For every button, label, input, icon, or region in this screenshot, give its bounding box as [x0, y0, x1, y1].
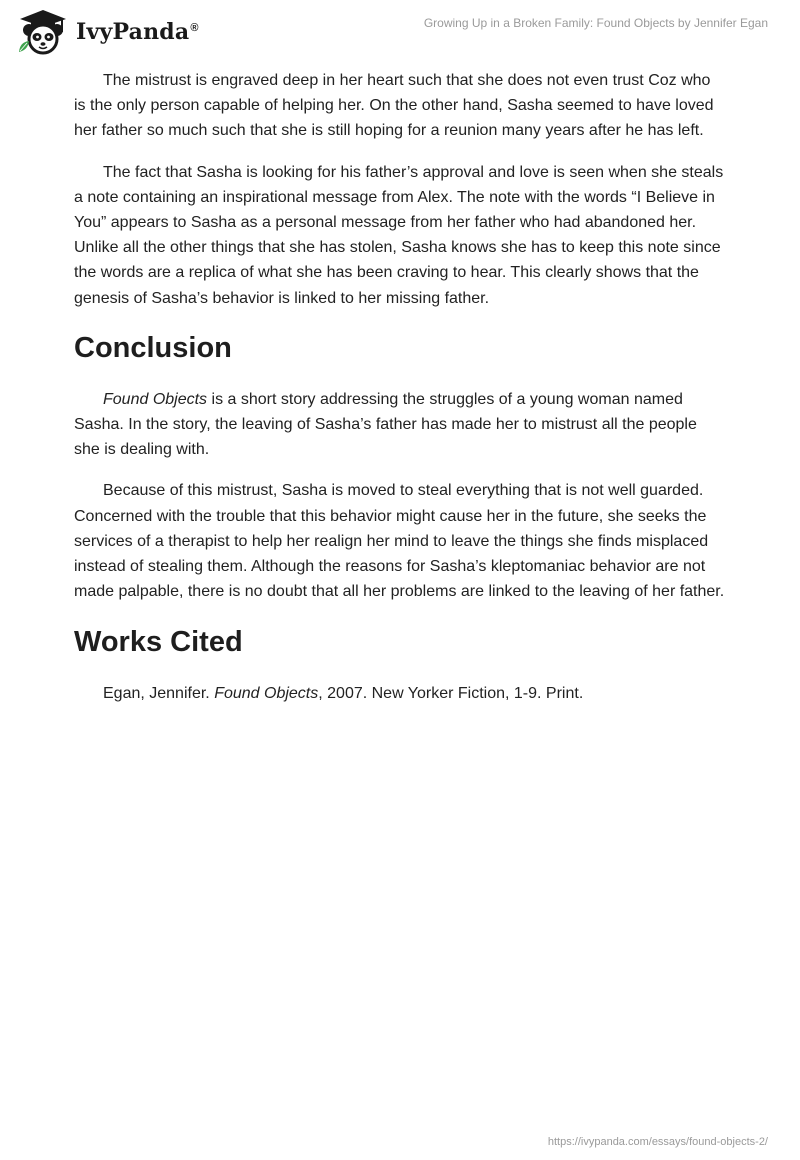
- body-paragraph-2: The fact that Sasha is looking for his father’s approval and love is seen when she steals a note containing an inspirational message from Alex. The note with the words “I Believe in You” appears to Sasha as a personal message from her father who had abandoned her. Unlike all the other things that she has stolen, Sasha knows she has to keep this note since the words are a replica of what she has been craving to hear. This clearly shows that the genesis of Sasha’s behavior is linked to her missing father.: [74, 163, 724, 307]
- panda-graduate-icon: [14, 8, 72, 56]
- page-header: [0, 0, 800, 64]
- logo-text: IvyPanda: [76, 19, 190, 45]
- works-cited-heading: Works Cited: [74, 626, 243, 659]
- ivypanda-logo[interactable]: [14, 8, 204, 56]
- conclusion-paragraph-1-text: is a short story addressing the struggles of a young woman named Sasha. In the story, the leaving of Sasha’s father has made her to mistrust all the people she is dealing with.: [74, 390, 697, 459]
- registered-mark: ®: [190, 21, 199, 34]
- essay-content: [74, 68, 726, 723]
- logo-wordmark: [76, 19, 199, 45]
- conclusion-heading: Conclusion: [74, 331, 232, 364]
- citation-author: Egan, Jennifer.: [103, 685, 215, 703]
- citation-entry: [74, 681, 726, 706]
- conclusion-paragraph-2: Because of this mistrust, Sasha is moved to steal everything that is not well guarded. Concerned with the trouble that this behavior might cause her in the future, she seeks the services of a therapist to help her realign her mind to leave the things she finds misplaced instead of stealing them. Although the reasons for Sasha’s kleptomaniac behavior are not made palpable, there is no doubt that all her problems are linked to the leaving of her father.: [74, 482, 725, 601]
- citation-details: , 2007. New Yorker Fiction, 1-9. Print.: [318, 685, 584, 703]
- story-title-italic: Found Objects: [103, 390, 208, 408]
- source-url[interactable]: https://ivypanda.com/essays/found-objects-2/: [547, 1136, 768, 1148]
- document-title: Growing Up in a Broken Family: Found Objects by Jennifer Egan: [423, 16, 768, 30]
- citation-title: Found Objects: [214, 685, 319, 703]
- conclusion-paragraph-1: [74, 387, 726, 463]
- body-paragraph-1: The mistrust is engraved deep in her heart such that she does not even trust Coz who is the only person capable of helping her. On the other hand, Sasha seemed to have loved her father so much such that she is still hoping for a reunion many years after he has left.: [74, 72, 714, 140]
